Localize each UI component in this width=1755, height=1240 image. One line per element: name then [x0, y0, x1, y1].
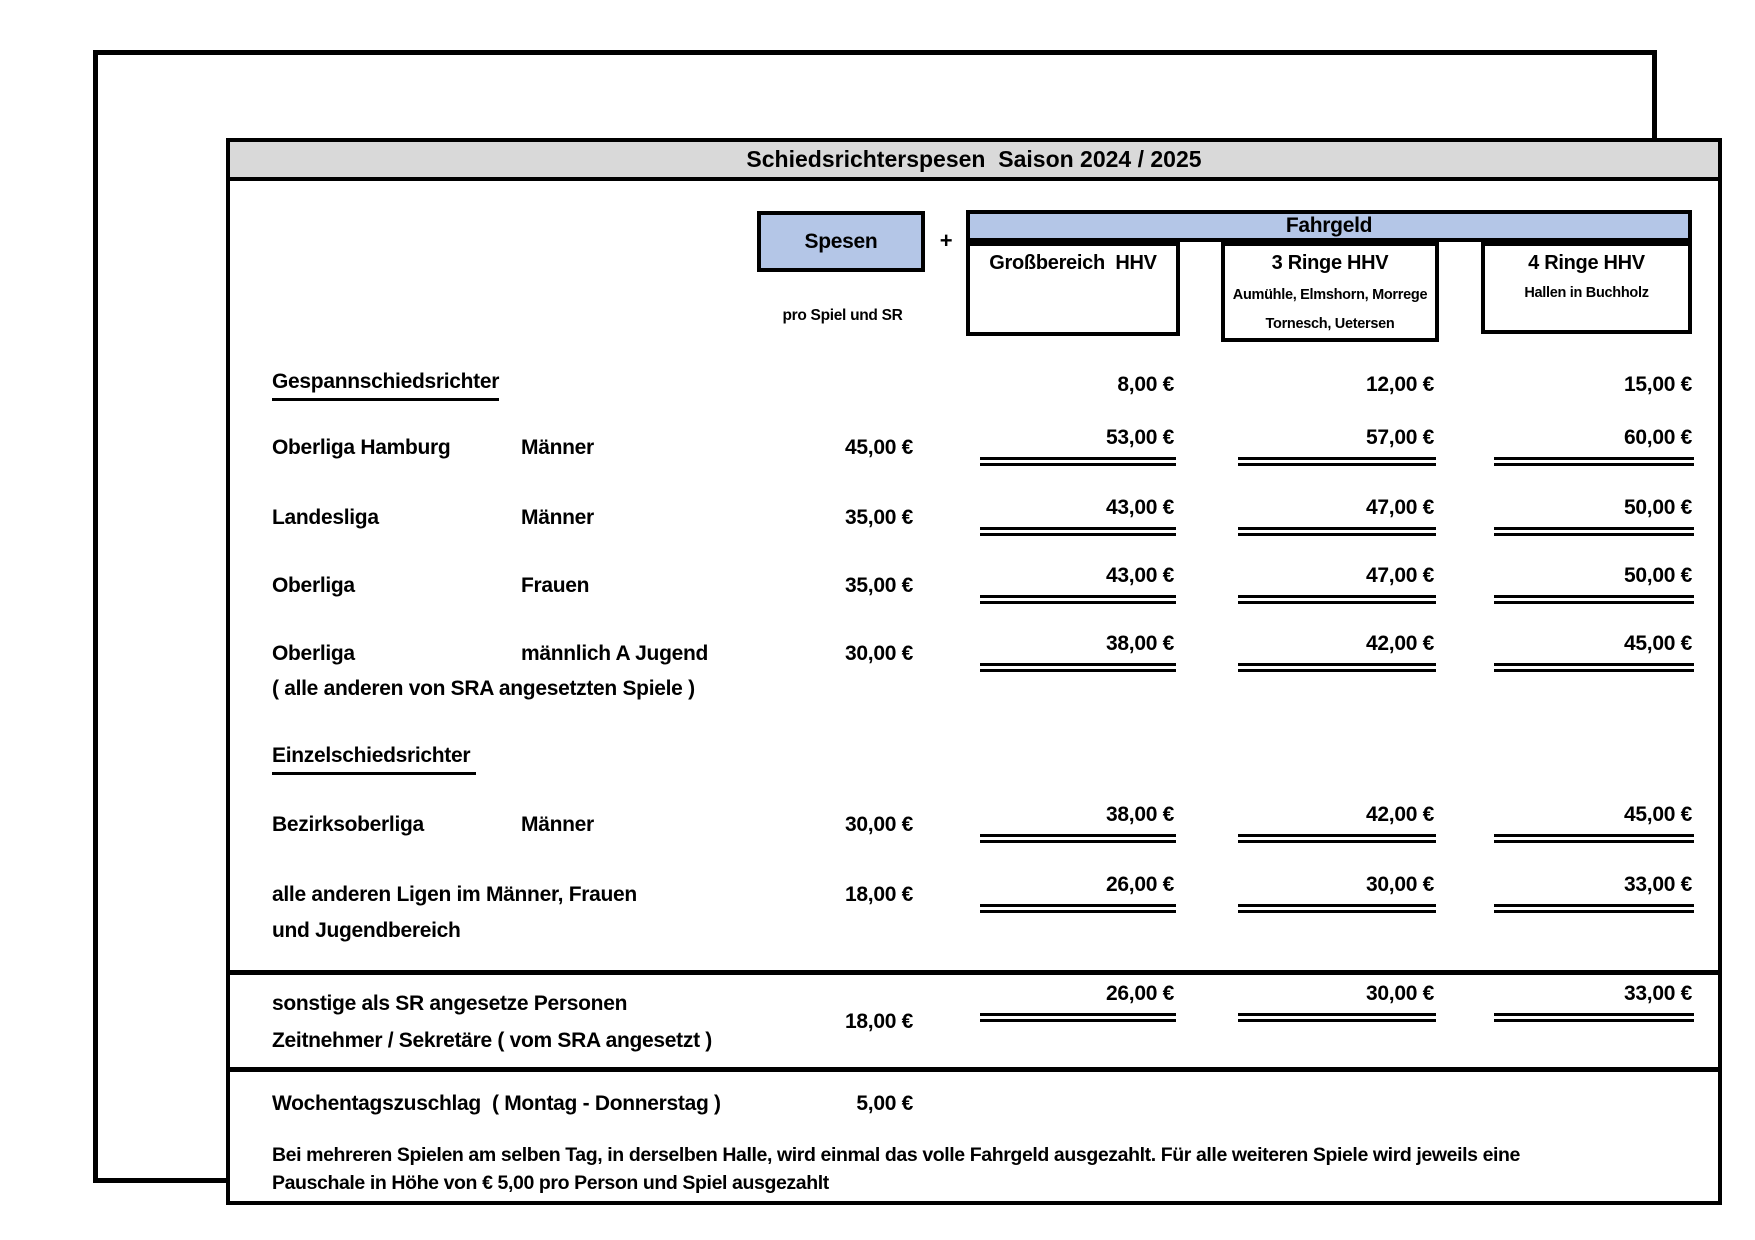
- spesen-header-box: [757, 211, 925, 272]
- footer-note-line1: Bei mehreren Spielen am selben Tag, in derselben Halle, wird einmal das volle Fahrgeld ausgezahlt. Für alle weiteren Spiele wird jeweils eine: [272, 1144, 1521, 1166]
- plus-sign: +: [939, 228, 953, 253]
- column-4-ringe-sub1: Hallen in Buchholz: [1524, 285, 1649, 301]
- fahrgeld-value: 38,00 €: [980, 801, 1176, 843]
- spesen-value: 18,00 €: [845, 1010, 913, 1033]
- fahrgeld-value: 38,00 €: [980, 630, 1176, 672]
- fahrgeld-value: 43,00 €: [980, 494, 1176, 536]
- column-4-ringe-title: 4 Ringe HHV: [1528, 252, 1645, 274]
- page-title: Schiedsrichterspesen Saison 2024 / 2025: [746, 146, 1202, 172]
- row-league: Landesliga: [272, 506, 379, 529]
- fahrgeld-header-bar: [966, 210, 1692, 242]
- row-label-line2: und Jugendbereich: [272, 919, 461, 942]
- column-header-4-ringe: [1481, 242, 1692, 334]
- row-league: Oberliga: [272, 574, 355, 597]
- fahrgeld-value: 30,00 €: [1238, 980, 1436, 1022]
- fahrgeld-value: 50,00 €: [1494, 494, 1694, 536]
- fahrgeld-value: 50,00 €: [1494, 562, 1694, 604]
- column-grossbereich-title: Großbereich HHV: [989, 252, 1157, 274]
- spesen-value: 35,00 €: [845, 574, 913, 597]
- fahrgeld-value: 30,00 €: [1238, 871, 1436, 913]
- row-group: Männer: [521, 436, 594, 459]
- row-league: Oberliga Hamburg: [272, 436, 451, 459]
- section-heading-gespannschiedsrichter: Gespannschiedsrichter: [272, 368, 499, 401]
- section-divider: [230, 970, 1718, 975]
- outer-frame: [93, 50, 1692, 1194]
- section-heading-einzelschiedsrichter: Einzelschiedsrichter: [272, 742, 476, 775]
- title-bar: [230, 142, 1718, 181]
- row-group: männlich A Jugend: [521, 642, 709, 665]
- row-label: Wochentagszuschlag ( Montag - Donnerstag ): [272, 1092, 721, 1115]
- fahrgeld-value: 42,00 €: [1238, 630, 1436, 672]
- fahrgeld-value: 43,00 €: [980, 562, 1176, 604]
- base-fahrgeld-4-ringe: 15,00 €: [1624, 373, 1692, 396]
- column-3-ringe-sub1: Aumühle, Elmshorn, Morrege: [1232, 287, 1428, 303]
- fahrgeld-value: 53,00 €: [980, 424, 1176, 466]
- spesen-value: 30,00 €: [845, 813, 913, 836]
- fahrgeld-value: 33,00 €: [1494, 980, 1694, 1022]
- fahrgeld-label: Fahrgeld: [1285, 214, 1373, 237]
- row-label-line1: alle anderen Ligen im Männer, Frauen: [272, 883, 637, 906]
- column-header-grossbereich: [966, 242, 1180, 336]
- footer-note-line2: Pauschale in Höhe von € 5,00 pro Person und Spiel ausgezahlt: [272, 1172, 829, 1194]
- spesen-label: Spesen: [804, 229, 878, 253]
- fahrgeld-value: 47,00 €: [1238, 494, 1436, 536]
- fahrgeld-value: 57,00 €: [1238, 424, 1436, 466]
- row-note: ( alle anderen von SRA angesetzten Spiele ): [272, 677, 695, 700]
- column-3-ringe-title: 3 Ringe HHV: [1271, 252, 1389, 274]
- row-league: Bezirksoberliga: [272, 813, 424, 836]
- spesen-value: 45,00 €: [845, 436, 913, 459]
- column-header-3-ringe: [1221, 242, 1439, 342]
- spesen-value: 35,00 €: [845, 506, 913, 529]
- fahrgeld-value: 45,00 €: [1494, 801, 1694, 843]
- row-league: Oberliga: [272, 642, 355, 665]
- fahrgeld-value: 47,00 €: [1238, 562, 1436, 604]
- row-group: Männer: [521, 813, 594, 836]
- spesen-value: 30,00 €: [845, 642, 913, 665]
- section-divider: [230, 1067, 1718, 1072]
- row-label-line1: sonstige als SR angesetze Personen: [272, 992, 628, 1015]
- spesen-value: 5,00 €: [856, 1092, 913, 1115]
- fahrgeld-value: 26,00 €: [980, 980, 1176, 1022]
- base-fahrgeld-3-ringe: 12,00 €: [1366, 373, 1434, 396]
- fahrgeld-value: 26,00 €: [980, 871, 1176, 913]
- row-group: Männer: [521, 506, 594, 529]
- base-fahrgeld-grossbereich: 8,00 €: [1117, 373, 1174, 396]
- fahrgeld-value: 33,00 €: [1494, 871, 1694, 913]
- spesen-note: pro Spiel und SR: [782, 307, 903, 324]
- expense-table: [226, 138, 1722, 1205]
- row-group: Frauen: [521, 574, 590, 597]
- fahrgeld-value: 42,00 €: [1238, 801, 1436, 843]
- row-label-line2: Zeitnehmer / Sekretäre ( vom SRA angesetzt ): [272, 1029, 712, 1052]
- fahrgeld-value: 45,00 €: [1494, 630, 1694, 672]
- column-3-ringe-sub2: Tornesch, Uetersen: [1265, 316, 1395, 332]
- fahrgeld-value: 60,00 €: [1494, 424, 1694, 466]
- spesen-value: 18,00 €: [845, 883, 913, 906]
